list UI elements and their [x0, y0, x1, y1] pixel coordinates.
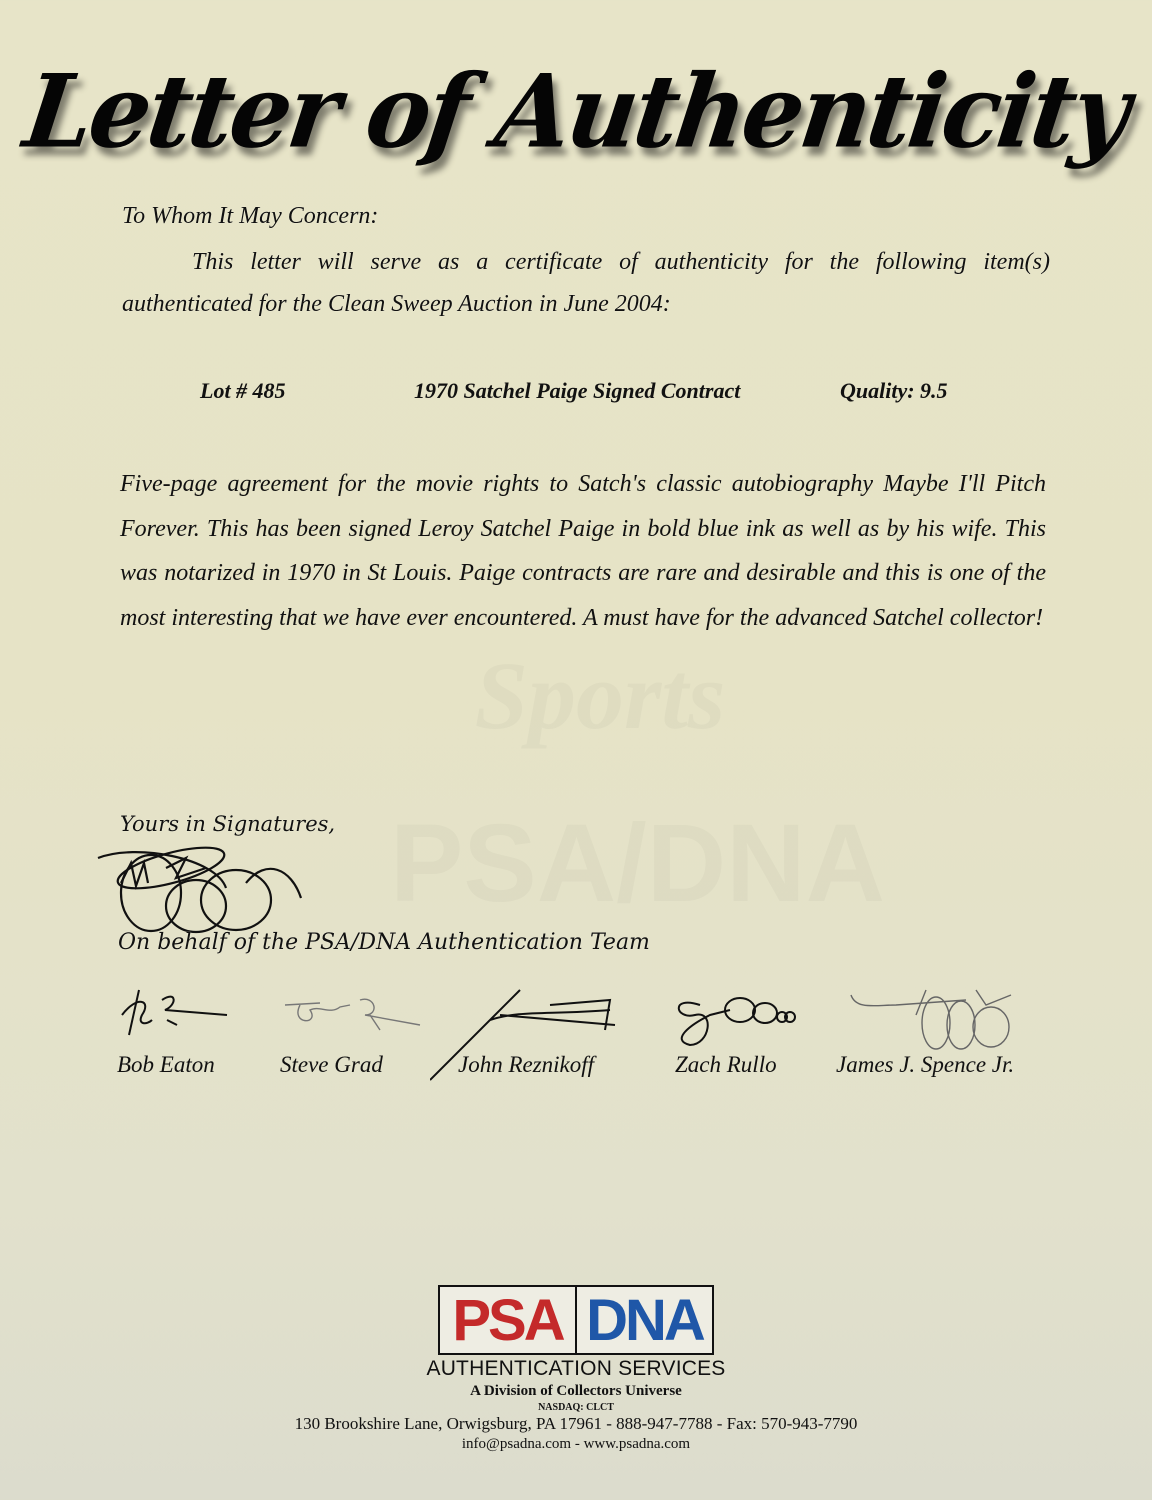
- lot-quality: Quality: 9.5: [840, 378, 948, 403]
- lot-number: Lot # 485: [200, 378, 286, 403]
- watermark-sports: Sports: [474, 642, 726, 749]
- signature-icon: [280, 985, 430, 1045]
- letter-title: Letter of Authenticity: [17, 52, 1135, 171]
- intro-line-2: authenticated for the Clean Sweep Auction in June 2004:: [122, 291, 671, 317]
- signature-icon: [117, 985, 247, 1045]
- division-line: A Division of Collectors Universe: [470, 1383, 682, 1399]
- contact-line: info@psadna.com - www.psadna.com: [461, 1436, 691, 1452]
- team-member: [280, 985, 430, 1085]
- logo-dna: DNA: [586, 1287, 703, 1353]
- psa-dna-logo: [438, 1285, 714, 1355]
- watermark-psadna: PSA/DNA: [390, 802, 886, 925]
- team-member-name: Zach Rullo: [675, 1052, 777, 1077]
- team-member: [670, 985, 800, 1085]
- logo-psa: PSA: [440, 1287, 577, 1353]
- signature-icon: [836, 985, 1036, 1055]
- footer: [0, 1285, 1152, 1453]
- team-member-name: James J. Spence Jr.: [836, 1052, 1015, 1077]
- closing: Yours in Signatures,: [120, 812, 336, 836]
- lot-item: 1970 Satchel Paige Signed Contract: [414, 378, 741, 403]
- greeting: To Whom It May Concern:: [122, 203, 379, 229]
- team-member: [836, 985, 1036, 1085]
- team-signatures: [0, 985, 1152, 1085]
- behalf-line: On behalf of the PSA/DNA Authentication Team: [118, 930, 650, 955]
- team-member: [117, 985, 247, 1085]
- team-member-name: Bob Eaton: [117, 1052, 215, 1077]
- item-description: Five-page agreement for the movie rights to Satch's classic autobiography Maybe I'll Pitch Forever. This has been signed Leroy Satchel Paige in bold blue ink as well as by his wife. This was notarized in 1970 in St Louis. Paige contracts are rare and desirable and this is one of the most interesting that we have ever encountered. A must have for the advanced Satchel collector!: [120, 471, 1046, 631]
- intro-line-1: This letter will serve as a certificate of authenticity for the following item(s): [192, 249, 1050, 275]
- signature-icon: [670, 985, 800, 1055]
- team-member-name: John Reznikoff: [458, 1052, 595, 1077]
- nasdaq-line: NASDAQ: CLCT: [538, 1402, 614, 1413]
- main-signature-icon: [96, 838, 306, 938]
- lot-row: [0, 378, 1152, 408]
- address-line: 130 Brookshire Lane, Orwigsburg, PA 17961 - 888-947-7788 - Fax: 570-943-7790: [294, 1414, 858, 1433]
- authentication-services: AUTHENTICATION SERVICES: [426, 1357, 726, 1380]
- team-member-name: Steve Grad: [280, 1052, 383, 1077]
- team-member: [430, 985, 620, 1085]
